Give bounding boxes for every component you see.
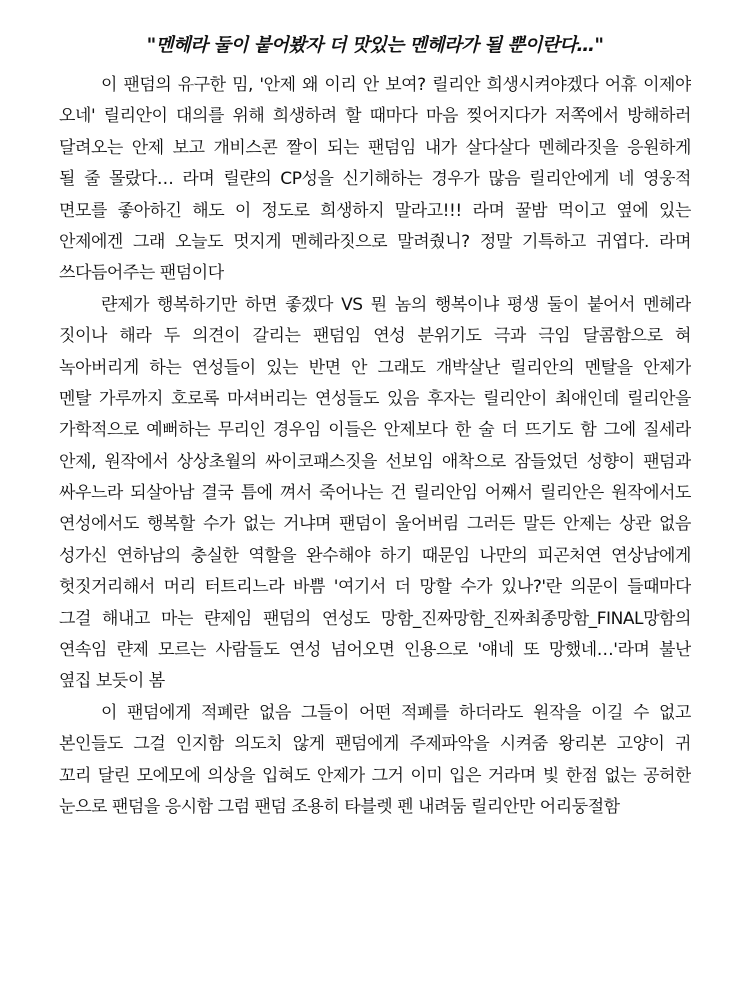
paragraph-3: [59, 698, 691, 824]
text-line: 연속임 랸제 모르는 사람들도 연성 넘어오면 인용으로 '얘네 또 망했네…'라며 불난: [59, 640, 691, 661]
text-line: 오네' 릴리안이 대의를 위해 희생하려 할 때마다 마음 찢어지다가 저쪽에서 방해하러: [59, 106, 691, 127]
text-line: 될 줄 몰랐다… 라며 릴랸의 CP성을 신기해하는 경우가 많음 릴리안에게 네 영웅적: [59, 169, 691, 190]
text-line: 본인들도 그걸 인지함 의도치 않게 팬덤에게 주제파악을 시켜줌 왕리본 고양이 귀: [59, 734, 691, 755]
page-title: "멘헤라 둘이 붙어봤자 더 맛있는 멘헤라가 될 뿐이란다…": [146, 35, 604, 56]
text-line: 랸제가 행복하기만 하면 좋겠다 VS 뭔 놈의 행복이냐 평생 둘이 붙어서 멘헤라: [101, 294, 691, 315]
text-line: 꼬리 달린 모에모에 의상을 입혀도 안제가 그거 이미 입은 거라며 빛 한점 없는 공허한: [59, 765, 691, 786]
text-line: 달려오는 안제 보고 개비스콘 짤이 되는 팬덤임 내가 살다살다 멘헤라짓을 응원하게: [59, 137, 691, 158]
paragraph-2: [59, 290, 691, 698]
text-line: 이 팬덤의 유구한 밈, '안제 왜 이리 안 보여? 릴리안 희생시켜야겠다 어휴 이제야: [101, 75, 691, 95]
body-text: [59, 70, 691, 823]
text-line: 짓이나 해라 두 의견이 갈리는 팬덤임 연성 분위기도 극과 극임 달콤함으로 혀: [59, 326, 691, 347]
text-line: 헛짓거리해서 머리 터트리느라 바쁨 '여기서 더 망할 수가 있나?'란 의문이 들때마다: [59, 577, 691, 598]
text-line: 옆집 보듯이 봄: [59, 671, 165, 692]
text-line: 안제에겐 그래 오늘도 멋지게 멘헤라짓으로 말려줬니? 정말 기특하고 귀엽다. 라며: [59, 231, 691, 252]
text-line: 눈으로 팬덤을 응시함 그럼 팬덤 조용히 타블렛 펜 내려둠 릴리안만 어리둥절함: [59, 796, 620, 817]
text-line: 싸우느라 되살아남 결국 틈에 껴서 죽어나는 건 릴리안임 어째서 릴리안은 원작에서도: [59, 483, 691, 504]
text-line: 가학적으로 예뻐하는 무리인 경우임 이들은 안제보다 한 술 더 뜨기도 함 그에 질세라: [59, 420, 691, 441]
text-line: 녹아버리게 하는 연성들이 있는 반면 안 그래도 개박살난 릴리안의 멘탈을 안제가: [59, 357, 691, 378]
paragraph-1: [59, 70, 691, 290]
text-line: 면모를 좋아하긴 해도 이 정도로 희생하지 말라고!!! 라며 꿀밤 먹이고 옆에 있는: [59, 200, 691, 221]
text-line: 이 팬덤에게 적폐란 없음 그들이 어떤 적폐를 하더라도 원작을 이길 수 없고: [101, 702, 691, 723]
text-line: 그걸 해내고 마는 랸제임 팬덤의 연성도 망함_진짜망함_진짜최종망함_FINAL망함의: [59, 608, 691, 629]
text-line: 안제, 원작에서 상상초월의 싸이코패스짓을 선보임 애착으로 잠들었던 성향이 팬덤과: [59, 451, 691, 472]
text-line: 멘탈 가루까지 호로록 마셔버리는 연성들도 있음 후자는 릴리안이 최애인데 릴리안을: [59, 388, 691, 409]
text-line: 성가신 연하남의 충실한 역할을 완수해야 하기 때문임 나만의 피곤처연 연상남에게: [59, 545, 691, 566]
text-line: 연성에서도 행복할 수가 없는 거냐며 팬덤이 울어버림 그러든 말든 안제는 상관 없음: [59, 514, 691, 535]
text-line: 쓰다듬어주는 팬덤이다: [59, 263, 224, 284]
